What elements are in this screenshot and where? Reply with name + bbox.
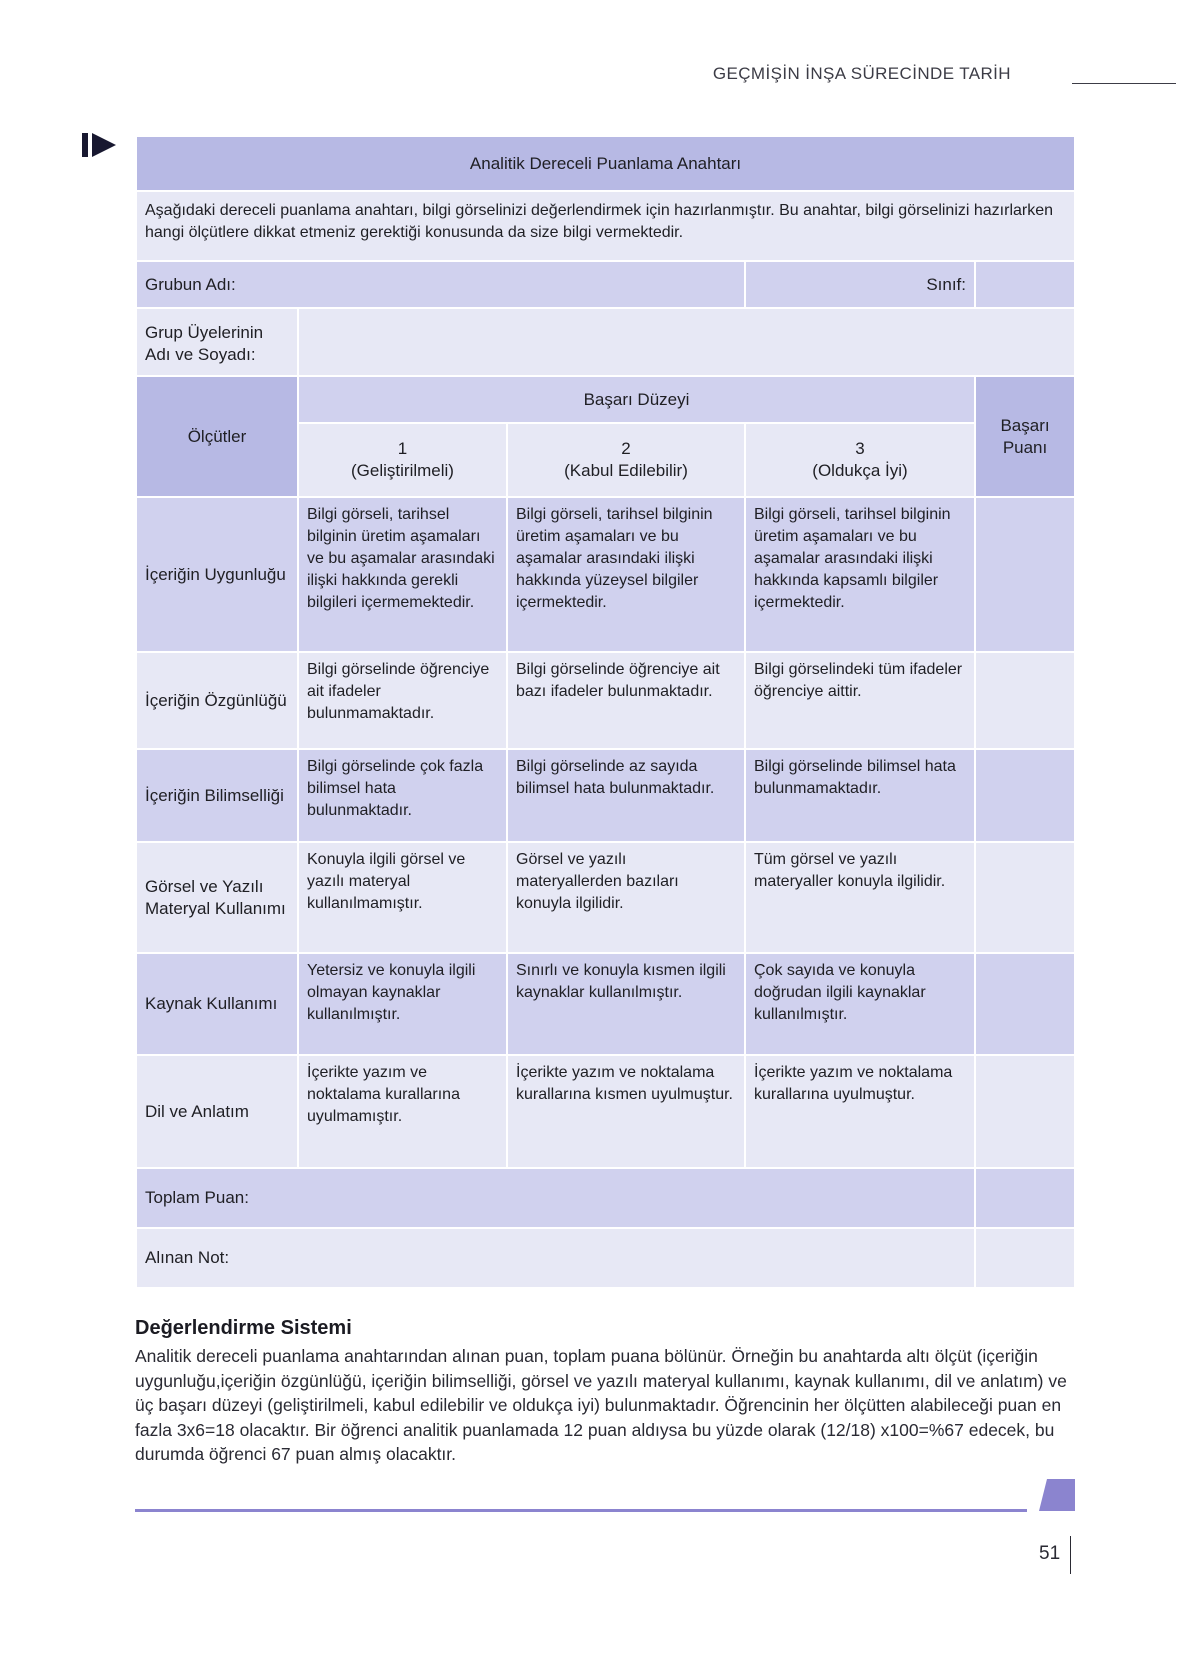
level-1-number: 1 <box>397 439 408 458</box>
level-3-cell: Bilgi görseli, tarihsel bilginin üretim aşamaları ve bu aşamalar arasındaki ilişki hakkında kapsamlı bilgiler içermektedir. <box>745 497 975 652</box>
table-row <box>136 1055 1075 1168</box>
level-3-cell: Bilgi görselindeki tüm ifadeler öğrenciye aittir. <box>745 652 975 749</box>
level-1-cell: Bilgi görselinde çok fazla bilimsel hata bulunmaktadır. <box>298 749 507 842</box>
level-2-cell: Sınırlı ve konuyla kısmen ilgili kaynaklar kullanılmıştır. <box>507 953 745 1055</box>
table-row <box>136 497 1075 652</box>
evaluation-section <box>135 1317 1075 1467</box>
criterion-cell: İçeriğin Bilimselliği <box>136 749 298 842</box>
criterion-cell: İçeriğin Uygunluğu <box>136 497 298 652</box>
level-2-cell: Bilgi görseli, tarihsel bilginin üretim aşamaları ve bu aşamalar arasındaki ilişki hakkında yüzeysel bilgiler içermektedir. <box>507 497 745 652</box>
page-number-rule <box>1070 1536 1071 1574</box>
level-2-cell: İçerikte yazım ve noktalama kurallarına kısmen uyulmuştur. <box>507 1055 745 1168</box>
class-label: Sınıf: <box>745 261 975 308</box>
table-title-row <box>136 136 1075 191</box>
level-2-cell: Bilgi görselinde az sayıda bilimsel hata bulunmaktadır. <box>507 749 745 842</box>
level-1-cell: Konuyla ilgili görsel ve yazılı materyal kullanılmamıştır. <box>298 842 507 953</box>
members-value-cell[interactable] <box>298 308 1075 376</box>
rubric-table <box>135 135 1076 1289</box>
score-cell[interactable] <box>975 1055 1075 1168</box>
table-row <box>136 652 1075 749</box>
total-value-cell[interactable] <box>975 1168 1075 1228</box>
criterion-cell: Görsel ve Yazılı Materyal Kullanımı <box>136 842 298 953</box>
evaluation-title: Değerlendirme Sistemi <box>135 1317 352 1339</box>
class-value-cell[interactable] <box>975 261 1075 308</box>
level-1-name: (Geliştirilmeli) <box>351 461 454 480</box>
play-marker-icon <box>82 133 118 157</box>
level-header-row <box>136 376 1075 423</box>
evaluation-text: Analitik dereceli puanlama anahtarından alınan puan, toplam puana bölünür. Örneğin bu anahtarda altı ölçüt (içeriğin uygunluğu,içeriğin özgünlüğü, içeriğin bilimselliği, görsel ve yazılı materyal kullanımı, kaynak kullanımı, dil ve anlatım) ve üç başarı düzeyi (geliştirilmeli, kabul edilebilir ve oldukça iyi) bulunmaktadır. Öğrencinin her ölçütten alabileceği puan en fazla 3x6=18 olacaktır. Bir öğrenci analitik puanlamada 12 puan aldıysa bu yüzde olarak (12/18) x100=%67 edecek, bu durumda öğrenci 67 puan almış olacaktır. <box>135 1346 1067 1464</box>
footer-rule <box>135 1509 1027 1512</box>
level-1-cell: Yetersiz ve konuyla ilgili olmayan kaynaklar kullanılmıştır. <box>298 953 507 1055</box>
criterion-cell: Dil ve Anlatım <box>136 1055 298 1168</box>
group-name-row <box>136 261 1075 308</box>
level-1-cell: Bilgi görselinde öğrenciye ait ifadeler bulunmamaktadır. <box>298 652 507 749</box>
level-3-header <box>745 423 975 497</box>
criteria-header: Ölçütler <box>136 376 298 497</box>
table-row <box>136 749 1075 842</box>
total-label: Toplam Puan: <box>136 1168 975 1228</box>
footer-corner-shape <box>1039 1479 1075 1511</box>
criterion-cell: Kaynak Kullanımı <box>136 953 298 1055</box>
intro-row <box>136 191 1075 261</box>
level-2-cell: Görsel ve yazılı materyallerden bazıları konuyla ilgilidir. <box>507 842 745 953</box>
level-3-cell: Bilgi görselinde bilimsel hata bulunmamaktadır. <box>745 749 975 842</box>
criterion-cell: İçeriğin Özgünlüğü <box>136 652 298 749</box>
level-2-header <box>507 423 745 497</box>
table-row <box>136 842 1075 953</box>
score-cell[interactable] <box>975 842 1075 953</box>
members-row <box>136 308 1075 376</box>
total-row <box>136 1168 1075 1228</box>
table-title: Analitik Dereceli Puanlama Anahtarı <box>136 136 1075 191</box>
level-3-cell: İçerikte yazım ve noktalama kurallarına uyulmuştur. <box>745 1055 975 1168</box>
grade-value-cell[interactable] <box>975 1228 1075 1288</box>
group-name-label: Grubun Adı: <box>136 261 745 308</box>
table-row <box>136 953 1075 1055</box>
level-1-cell: Bilgi görseli, tarihsel bilginin üretim aşamaları ve bu aşamalar arasındaki ilişki hakkında gerekli bilgileri içermemektedir. <box>298 497 507 652</box>
level-2-name: (Kabul Edilebilir) <box>564 461 688 480</box>
score-cell[interactable] <box>975 749 1075 842</box>
level-3-name: (Oldukça İyi) <box>812 461 908 480</box>
level-1-header <box>298 423 507 497</box>
level-2-number: 2 <box>621 439 631 458</box>
score-cell[interactable] <box>975 953 1075 1055</box>
table-intro: Aşağıdaki dereceli puanlama anahtarı, bilgi görselinizi değerlendirmek için hazırlanmıştır. Bu anahtar, bilgi görselinizi hazırlarken hangi ölçütlere dikkat etmeniz gerektiği konusunda da size bilgi vermektedir. <box>136 191 1075 261</box>
grade-row <box>136 1228 1075 1288</box>
level-3-cell: Tüm görsel ve yazılı materyaller konuyla ilgilidir. <box>745 842 975 953</box>
members-label: Grup Üyelerinin Adı ve Soyadı: <box>136 308 298 376</box>
header-title: GEÇMİŞİN İNŞA SÜRECİNDE TARİH <box>712 64 1011 83</box>
score-cell[interactable] <box>975 497 1075 652</box>
score-header: Başarı Puanı <box>975 376 1075 497</box>
level-header: Başarı Düzeyi <box>298 376 975 423</box>
level-2-cell: Bilgi görselinde öğrenciye ait bazı ifadeler bulunmaktadır. <box>507 652 745 749</box>
score-cell[interactable] <box>975 652 1075 749</box>
header-rule <box>1072 83 1176 84</box>
level-3-cell: Çok sayıda ve konuyla doğrudan ilgili kaynaklar kullanılmıştır. <box>745 953 975 1055</box>
level-3-number: 3 <box>855 439 865 458</box>
page-number: 51 <box>1039 1543 1061 1564</box>
grade-label: Alınan Not: <box>136 1228 975 1288</box>
level-1-cell: İçerikte yazım ve noktalama kurallarına uyulmamıştır. <box>298 1055 507 1168</box>
